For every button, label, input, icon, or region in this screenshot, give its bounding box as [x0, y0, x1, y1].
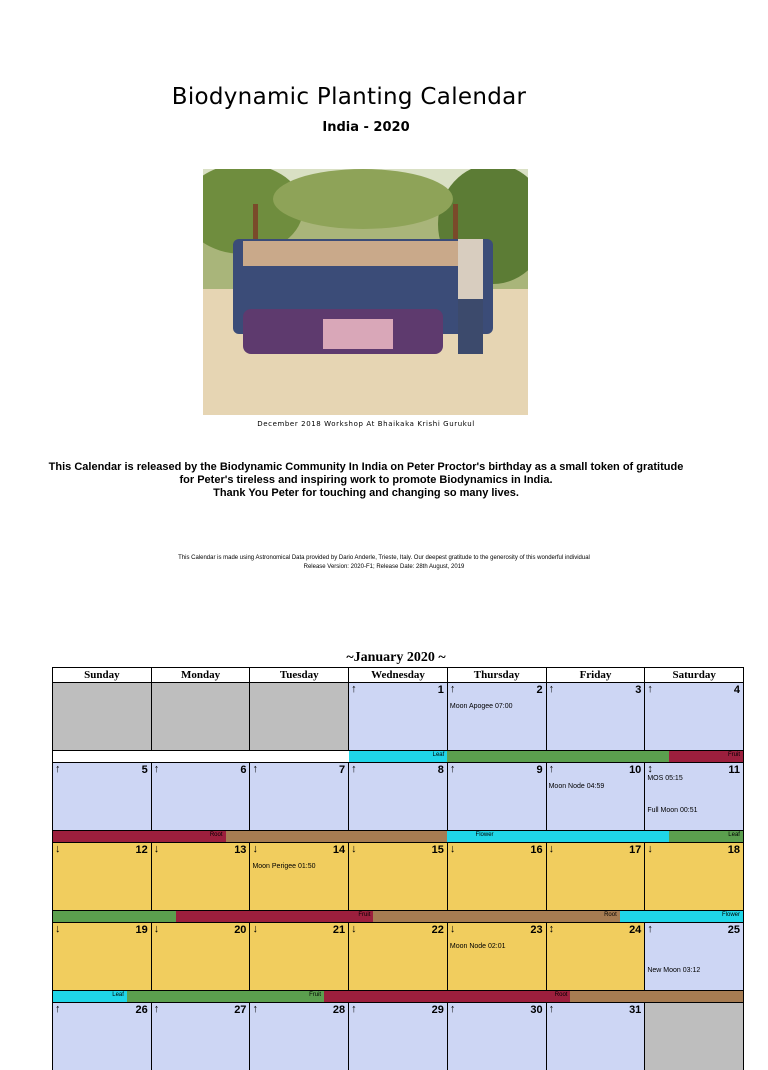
calendar-day-16[interactable]	[447, 843, 546, 910]
calendar-day-27[interactable]	[151, 1003, 250, 1070]
photo-caption: December 2018 Workshop At Bhaikaka Krishi Gurukul	[257, 420, 475, 428]
strip-label: Root	[209, 832, 223, 838]
strip-segment-flower	[53, 991, 127, 1002]
weekday-header: Sunday	[84, 669, 120, 681]
calendar-day-28[interactable]	[249, 1003, 348, 1070]
strip-segment-leaf	[53, 911, 176, 922]
day-number: 8	[437, 764, 444, 776]
calendar-day-9[interactable]	[447, 763, 546, 830]
calendar-week	[52, 682, 744, 762]
calendar-day-1[interactable]	[348, 683, 447, 750]
strip-segment-root	[373, 911, 619, 922]
calendar-empty-day	[53, 683, 151, 750]
day-number: 28	[332, 1004, 346, 1016]
strip-segment-fruit	[324, 991, 570, 1002]
moon-direction-icon: ↓	[449, 923, 456, 935]
day-number: 29	[431, 1004, 444, 1016]
calendar-day-3[interactable]	[546, 683, 645, 750]
strip-segment-flower	[620, 911, 743, 922]
moon-event: New Moon 03:12	[647, 967, 701, 974]
day-number: 23	[530, 924, 543, 936]
strip-label: Root	[604, 912, 617, 918]
calendar-day-29[interactable]	[348, 1003, 447, 1070]
strip-segment-root	[226, 831, 448, 842]
calendar-day-30[interactable]	[447, 1003, 546, 1070]
calendar-day-23[interactable]	[447, 923, 546, 990]
calendar-day-14[interactable]	[249, 843, 348, 910]
calendar-week-days	[53, 843, 743, 910]
calendar-day-26[interactable]	[53, 1003, 151, 1070]
moon-direction-icon: ↑	[351, 763, 357, 775]
credits-line: This Calendar is made using Astronomical Data provided by Dario Anderle, Trieste, Italy. Our deepest gratitude to the generosity of this wonderful individual	[178, 555, 590, 561]
strip-segment-flower	[349, 751, 448, 762]
moon-direction-icon: ↑	[55, 1003, 61, 1015]
moon-direction-icon: ↑	[548, 683, 555, 695]
dedication-line: for Peter's tireless and inspiring work to promote Biodynamics in India.	[179, 474, 553, 486]
calendar-day-10[interactable]	[546, 763, 645, 830]
calendar-week	[52, 842, 744, 922]
strip-label: Leaf	[432, 752, 445, 758]
page-subtitle: India - 2020	[322, 120, 410, 135]
calendar-day-5[interactable]	[53, 763, 151, 830]
calendar-day-12[interactable]	[53, 843, 151, 910]
moon-direction-icon: ↑	[252, 763, 258, 775]
day-number: 5	[141, 764, 148, 776]
calendar-week	[52, 1002, 744, 1070]
constellation-strip	[53, 830, 743, 842]
strip-segment-fruit	[669, 751, 743, 762]
moon-direction-icon: ↓	[351, 923, 357, 935]
calendar-day-20[interactable]	[151, 923, 250, 990]
moon-direction-icon: ↑	[153, 1003, 160, 1015]
weekday-header: Saturday	[644, 668, 743, 682]
calendar-day-15[interactable]	[348, 843, 447, 910]
day-number: 9	[536, 764, 543, 776]
day-number: 7	[339, 764, 346, 776]
strip-segment-blank	[53, 751, 349, 762]
moon-direction-icon: ↓	[548, 843, 555, 855]
moon-direction-icon: ↓	[153, 923, 160, 935]
weekday-header: Thursday	[447, 668, 546, 682]
strip-segment-flower	[497, 831, 670, 842]
day-number: 17	[629, 844, 642, 856]
moon-event: Moon Node 02:01	[449, 943, 506, 950]
moon-event: Full Moon 00:51	[647, 807, 698, 814]
calendar-week	[52, 762, 744, 842]
moon-direction-icon: ↑	[647, 923, 653, 935]
day-number: 15	[431, 844, 444, 856]
day-number: 10	[629, 764, 642, 776]
moon-direction-icon: ↓	[647, 843, 653, 855]
calendar-day-11[interactable]	[644, 763, 743, 830]
strip-label: Leaf	[112, 992, 124, 998]
moon-direction-icon: ↑	[548, 763, 555, 775]
day-number: 4	[733, 684, 741, 696]
moon-direction-icon: ↑	[548, 1003, 555, 1015]
weekday-header: Wednesday	[348, 668, 447, 682]
moon-event: Moon Apogee 07:00	[449, 703, 513, 710]
moon-direction-icon: ↑	[55, 763, 61, 775]
moon-direction-icon: ↑	[252, 1003, 258, 1015]
strip-segment-fruit	[176, 911, 373, 922]
moon-direction-icon: ↓	[55, 923, 61, 935]
constellation-strip	[53, 750, 743, 762]
day-number: 14	[332, 844, 346, 856]
credits-text	[0, 554, 768, 572]
weekday-header: Monday	[151, 668, 250, 682]
moon-direction-icon: ↑	[647, 683, 653, 695]
strip-label: Fruit	[728, 752, 740, 758]
strip-label: Flower	[721, 912, 740, 918]
strip-label: Root	[554, 992, 568, 998]
credits-line: Release Version: 2020-F1; Release Date: 28th August, 2019	[303, 564, 465, 570]
moon-direction-icon: ↓	[449, 843, 456, 855]
moon-direction-icon: ↕	[548, 923, 555, 935]
moon-direction-icon: ↑	[153, 763, 160, 775]
moon-direction-icon: ↑	[449, 1003, 456, 1015]
calendar-day-8[interactable]	[348, 763, 447, 830]
calendar-day-7[interactable]	[249, 763, 348, 830]
calendar-empty-day	[644, 1003, 743, 1070]
day-number: 30	[530, 1004, 543, 1016]
strip-segment-leaf	[669, 831, 743, 842]
workshop-group-photo	[203, 169, 528, 415]
group-photo-illustration	[203, 169, 528, 415]
moon-direction-icon: ↕	[647, 763, 653, 775]
day-number: 6	[240, 764, 247, 776]
day-number: 16	[530, 844, 543, 856]
day-number: 27	[234, 1004, 247, 1016]
dedication-line: Thank You Peter for touching and changing so many lives.	[213, 487, 519, 499]
day-number: 11	[728, 764, 741, 776]
moon-direction-icon: ↑	[449, 683, 456, 695]
calendar-empty-day	[151, 683, 250, 750]
calendar-week	[52, 922, 744, 1002]
calendar-day-19[interactable]	[53, 923, 151, 990]
calendar-day-4[interactable]	[644, 683, 743, 750]
calendar-day-24[interactable]	[546, 923, 645, 990]
strip-segment-flower	[447, 831, 496, 842]
weekday-header: Tuesday	[249, 668, 348, 682]
day-number: 31	[629, 1004, 642, 1016]
moon-direction-icon: ↓	[351, 843, 357, 855]
moon-direction-icon: ↑	[449, 763, 456, 775]
calendar-day-18[interactable]	[644, 843, 743, 910]
day-number: 19	[135, 924, 148, 936]
page-title: Biodynamic Planting Calendar	[171, 84, 527, 110]
strip-segment-leaf	[447, 751, 669, 762]
strip-segment-fruit	[53, 831, 226, 842]
day-number: 1	[437, 684, 444, 696]
day-number: 3	[635, 684, 642, 696]
calendar-day-31[interactable]	[546, 1003, 645, 1070]
calendar-week-days	[53, 923, 743, 990]
calendar-day-6[interactable]	[151, 763, 250, 830]
month-calendar-grid	[52, 667, 744, 1070]
calendar-day-17[interactable]	[546, 843, 645, 910]
calendar-day-21[interactable]	[249, 923, 348, 990]
day-number: 26	[135, 1004, 148, 1016]
day-number: 13	[234, 844, 247, 856]
day-number: 12	[135, 844, 148, 856]
day-number: 25	[727, 924, 741, 936]
strip-segment-root	[570, 991, 743, 1002]
day-number: 18	[727, 844, 741, 856]
strip-label: Leaf	[728, 832, 740, 838]
weekday-header-row	[52, 667, 744, 682]
day-number: 22	[431, 924, 444, 936]
strip-label: Fruit	[358, 912, 371, 918]
moon-direction-icon: ↓	[252, 923, 258, 935]
calendar-day-25[interactable]	[644, 923, 743, 990]
calendar-week-days	[53, 1003, 743, 1070]
calendar-week-days	[53, 763, 743, 830]
strip-label: Flower	[475, 832, 494, 838]
calendar-day-22[interactable]	[348, 923, 447, 990]
strip-segment-leaf	[127, 991, 324, 1002]
month-title: ~January 2020 ~	[346, 650, 446, 665]
moon-direction-icon: ↓	[153, 843, 160, 855]
calendar-day-2[interactable]	[447, 683, 546, 750]
day-number: 21	[332, 924, 346, 936]
moon-event: MOS 05:15	[647, 775, 683, 782]
moon-event: Moon Node 04:59	[548, 783, 605, 790]
moon-direction-icon: ↑	[351, 1003, 357, 1015]
constellation-strip	[53, 910, 743, 922]
day-number: 20	[234, 924, 247, 936]
weekday-header: Friday	[546, 668, 645, 682]
moon-event: Moon Perigee 01:50	[252, 863, 316, 870]
moon-direction-icon: ↓	[252, 843, 258, 855]
day-number: 24	[629, 924, 642, 936]
calendar-week-days	[53, 683, 743, 750]
strip-label: Fruit	[309, 992, 322, 998]
dedication-line: This Calendar is released by the Biodynamic Community In India on Peter Proctor's birthday as a small token of gratitude	[48, 461, 684, 473]
calendar-day-13[interactable]	[151, 843, 250, 910]
day-number: 2	[536, 684, 543, 696]
moon-direction-icon: ↓	[55, 843, 61, 855]
dedication-text	[0, 461, 732, 500]
moon-direction-icon: ↑	[351, 683, 357, 695]
calendar-empty-day	[249, 683, 348, 750]
constellation-strip	[53, 990, 743, 1002]
